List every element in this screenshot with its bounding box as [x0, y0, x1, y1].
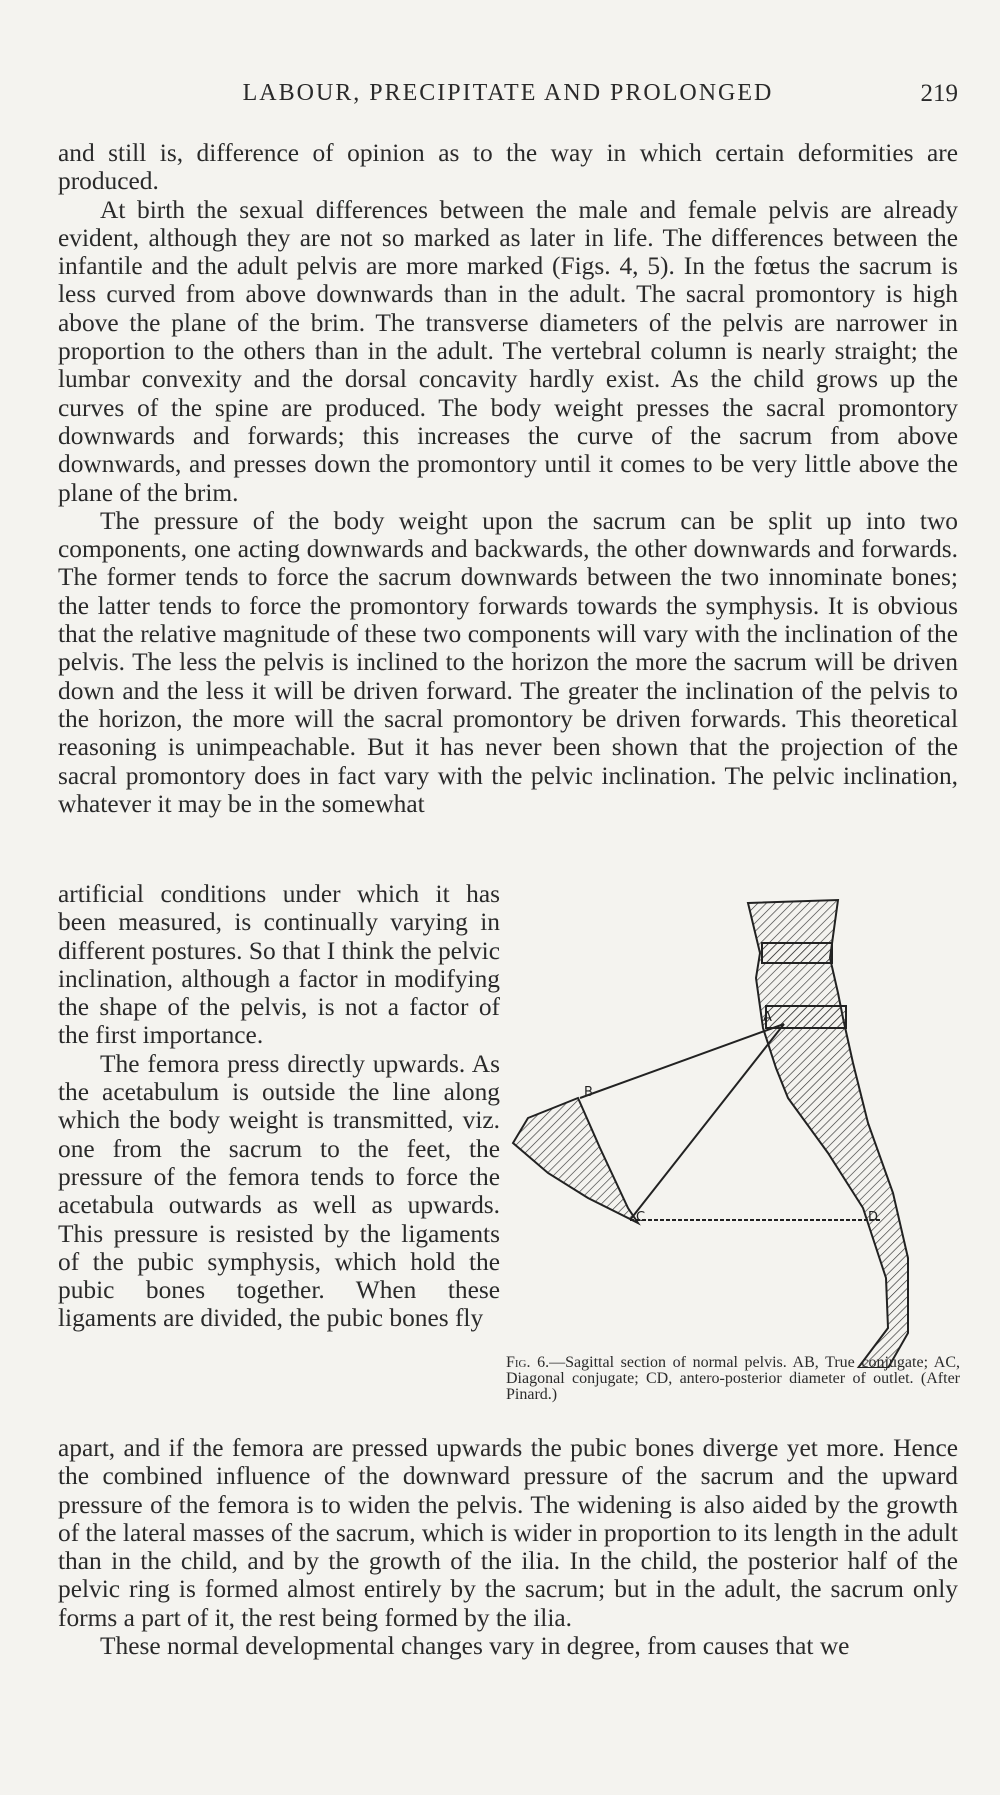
- figure-caption: [506, 1355, 960, 1403]
- paragraph: artificial conditions under which it has been measured, is continually varying in different postures. So that I think the pelvic inclination, although a factor in modifying the shape of the pelvis, is not a factor of the first importance.: [58, 880, 500, 1050]
- vertebral-disc: [766, 1006, 846, 1028]
- paragraph: The femora press directly upwards. As the acetabulum is outside the line along which the body weight is transmitted, viz. one from the sacrum to the feet, the pressure of the femora tends to force the acetabula outwards as well as upwards. This pressure is resisted by the ligaments of the pubic symphysis, which hold the pubic bones together. When these ligaments are divided, the pubic bones fly: [58, 1049, 500, 1333]
- text-block-beside-figure: [58, 880, 500, 1333]
- figure-caption-label: Fig. 6.: [506, 1354, 550, 1371]
- figure-caption-text: —Sagittal section of normal pelvis. AB, True conjugate; AC, Diagonal conjugate; CD, antero-posterior diameter of outlet. (After Pinard.): [506, 1354, 961, 1403]
- diagonal-conjugate-line: [630, 1024, 784, 1220]
- label-c: C: [636, 1210, 646, 1225]
- paragraph: and still is, difference of opinion as to the way in which certain deformities are produced.: [58, 139, 958, 196]
- paragraph: The pressure of the body weight upon the sacrum can be split up into two components, one acting downwards and backwards, the other downwards and forwards. The former tends to force the sacrum downwards between the two innominate bones; the latter tends to force the promontory forwards towards the symphysis. It is obvious that the relative magnitude of these two components will vary with the inclination of the pelvis. The less the pelvis is inclined to the horizon the more the sacrum will be driven down and the less it will be driven forward. The greater the inclination of the pelvis to the horizon, the more will the sacral promontory be driven forwards. This theoretical reasoning is unimpeachable. But it has never been shown that the projection of the sacral promontory does in fact vary with the pelvic inclination. The pelvic inclination, whatever it may be in the somewhat: [58, 506, 958, 818]
- label-b: B: [584, 1085, 593, 1100]
- running-head: LABOUR, PRECIPITATE AND PROLONGED: [242, 80, 774, 106]
- label-a: A: [763, 1010, 772, 1025]
- vertebral-disc: [762, 943, 832, 963]
- text-block-top: [58, 139, 958, 818]
- paragraph: apart, and if the femora are pressed upwards the pubic bones diverge yet more. Hence the combined influence of the downward pressure of the sacrum and the upward pressure of the femora is to widen the pelvis. The widening is also aided by the growth of the lateral masses of the sacrum, which is wider in proportion to its length in the adult than in the child, and by the growth of the ilia. In the child, the posterior half of the pelvic ring is formed almost entirely by the sacrum; but in the adult, the sacrum only forms a part of it, the rest being formed by the ilia.: [58, 1434, 958, 1632]
- pelvis-figure: [508, 898, 970, 1368]
- page-number: 219: [920, 80, 958, 107]
- pelvis-diagram: [508, 898, 970, 1368]
- page-header: [58, 80, 958, 114]
- sacrum-shape: [748, 900, 908, 1368]
- paragraph: At birth the sexual differences between the male and female pelvis are already evident, although they are not so marked as later in life. The differences between the infantile and the adult pelvis are more marked (Figs. 4, 5). In the fœtus the sacrum is less curved from above downwards than in the adult. The sacral promontory is high above the plane of the brim. The transverse diameters of the pelvis are narrower in proportion to the others than in the adult. The vertebral column is nearly straight; the lumbar convexity and the dorsal concavity hardly exist. As the child grows up the curves of the spine are produced. The body weight presses the sacral promontory downwards and forwards; this increases the curve of the sacrum from above downwards, and presses down the promontory until it comes to be very little above the plane of the brim.: [58, 195, 958, 507]
- pubic-bone-shape: [513, 1098, 638, 1223]
- paragraph: These normal developmental changes vary in degree, from causes that we: [100, 1632, 850, 1661]
- label-d: D: [868, 1210, 879, 1225]
- text-block-bottom: [58, 1434, 958, 1660]
- true-conjugate-line: [580, 1024, 784, 1098]
